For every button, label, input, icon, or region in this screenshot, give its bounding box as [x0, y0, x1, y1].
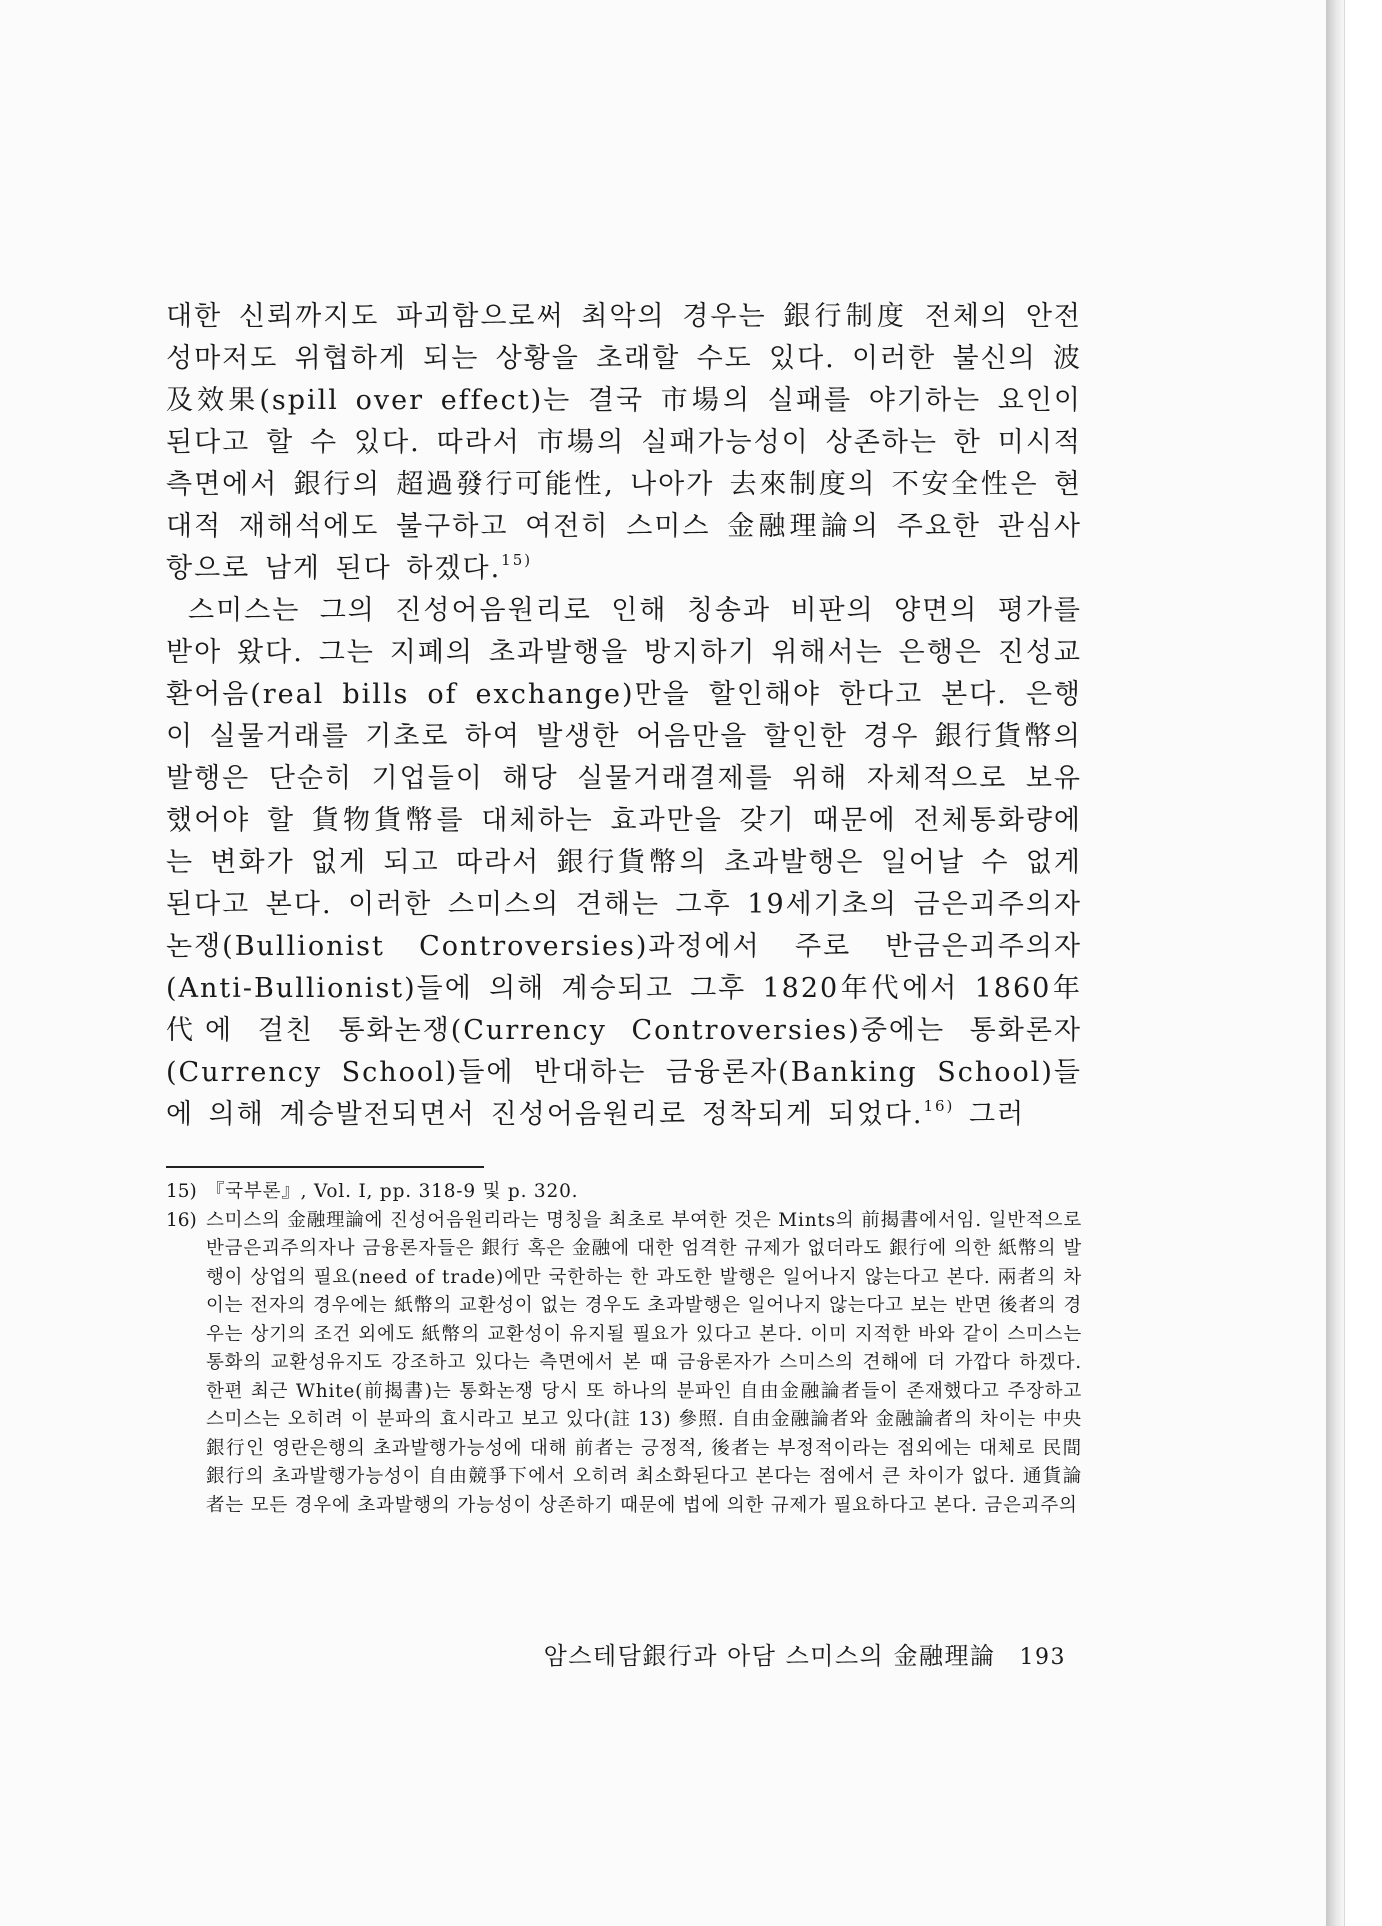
running-title: 암스테담銀行과 아담 스미스의 金融理論: [543, 1642, 996, 1670]
footnote-text: 『국부론』, Vol. I, pp. 318-9 및 p. 320.: [206, 1181, 579, 1202]
footnote-number: 15): [166, 1181, 197, 1202]
footnotes: [166, 1178, 1082, 1520]
footnote-rule: [166, 1166, 484, 1168]
paragraph-1-text: 대한 신뢰까지도 파괴함으로써 최악의 경우는 銀行制度 전체의 안전성마저도 위협하게 되는 상황을 초래할 수도 있다. 이러한 불신의 波及效果(spill over effect)는 결국 市場의 실패를 야기하는 요인이 된다고 할 수 있다. 따라서 市場의 실패가능성이 상존하는 한 미시적 측면에서 銀行의 超過發行可能性, 나아가 去來制度의 不安全性은 현대적 재해석에도 불구하고 여전히 스미스 金融理論의 주요한 관심사항으로 남게 된다 하겠다.: [166, 301, 1082, 584]
running-footer: [166, 1636, 1066, 1671]
page-edge-shadow: [1326, 0, 1344, 1926]
page-number: 193: [1019, 1645, 1066, 1670]
paragraph-2: [166, 590, 1082, 1136]
note-ref-16: 16): [923, 1097, 955, 1115]
main-text: [166, 296, 1082, 1136]
footnote-16: [166, 1207, 1082, 1521]
footnote-number: 16): [166, 1209, 197, 1231]
viewer-margin: [1344, 0, 1382, 1926]
footnote-15: [166, 1178, 1082, 1207]
note-ref-15: 15): [501, 551, 533, 569]
paragraph-1: [166, 296, 1082, 590]
footnote-text: 스미스의 金融理論에 진성어음원리라는 명칭을 최초로 부여한 것은 Mints의 前揭書에서임. 일반적으로 반금은괴주의자나 금융론자들은 銀行 혹은 金融에 대한 엄격한 규제가 없더라도 銀行에 의한 紙幣의 발행이 상업의 필요(need of trade)에만 국한하는 한 과도한 발행은 일어나지 않는다고 본다. 兩者의 차이는 전자의 경우에는 紙幣의 교환성이 없는 경우도 초과발행은 일어나지 않는다고 보는 반면 後者의 경우는 상기의 조건 외에도 紙幣의 교환성이 유지될 필요가 있다고 본다. 이미 지적한 바와 같이 스미스는 통화의 교환성유지도 강조하고 있다는 측면에서 본 때 금융론자가 스미스의 견해에 더 가깝다 하겠다. 한편 최근 White(前揭書)는 통화논쟁 당시 또 하나의 분파인 自由金融論者들이 존재했다고 주장하고 스미스는 오히려 이 분파의 효시라고 보고 있다(註 13) 參照. 自由金融論者와 金融論者의 차이는 中央銀行인 영란은행의 초과발행가능성에 대해 前者는 긍정적, 後者는 부정적이라는 점외에는 대체로 民間銀行의 초과발행가능성이 自由競爭下에서 오히려 최소화된다고 본다는 점에서 큰 차이가 없다. 通貨論者는 모든 경우에 초과발행의 가능성이 상존하기 때문에 법에 의한 규제가 필요하다고 본다. 금은괴주의: [206, 1209, 1082, 1516]
paragraph-2-tail: 그러: [954, 1099, 1026, 1130]
page-content: [166, 296, 1082, 1520]
paragraph-2-text: 스미스는 그의 진성어음원리로 인해 칭송과 비판의 양면의 평가를 받아 왔다. 그는 지폐의 초과발행을 방지하기 위해서는 은행은 진성교환어음(real bills of exchange)만을 할인해야 한다고 본다. 은행이 실물거래를 기초로 하여 발생한 어음만을 할인한 경우 銀行貨幣의 발행은 단순히 기업들이 해당 실물거래결제를 위해 자체적으로 보유했어야 할 貨物貨幣를 대체하는 효과만을 갖기 때문에 전체통화량에는 변화가 없게 되고 따라서 銀行貨幣의 초과발행은 일어날 수 없게 된다고 본다. 이러한 스미스의 견해는 그후 19세기초의 금은괴주의자 논쟁(Bullionist Controversies)과정에서 주로 반금은괴주의자(Anti-Bullionist)들에 의해 계승되고 그후 1820年代에서 1860年代에 걸친 통화논쟁(Currency Controversies)중에는 통화론자(Currency School)들에 반대하는 금융론자(Banking School)들에 의해 계승발전되면서 진성어음원리로 정착되게 되었다.: [166, 595, 1082, 1130]
